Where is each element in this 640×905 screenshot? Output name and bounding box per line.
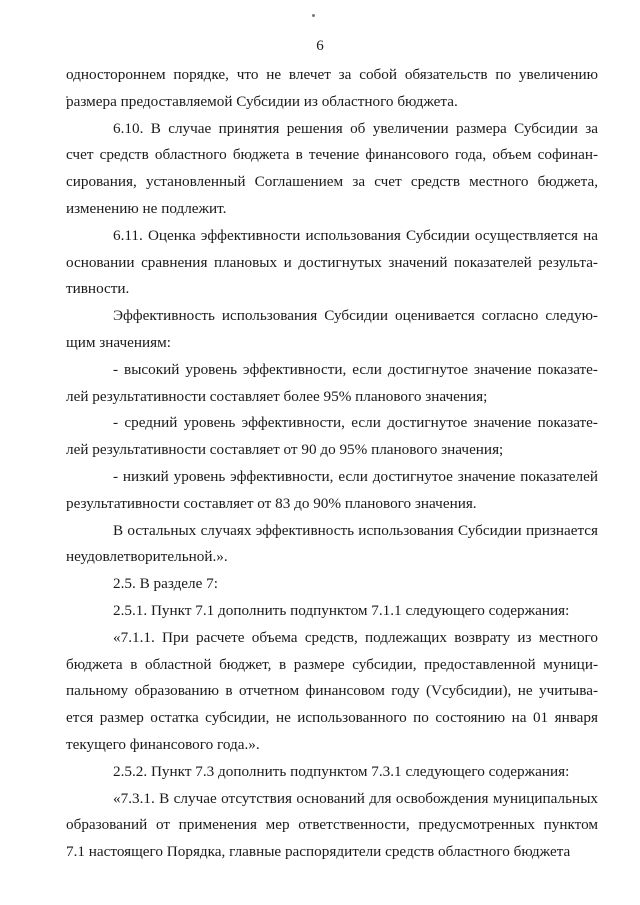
text-line: одностороннем порядке, что не влечет за собой обязательств по увеличению bbox=[66, 66, 598, 83]
text-line: 6.10. В случае принятия решения об увеличении размера Субсидии за bbox=[113, 119, 598, 137]
paragraph bbox=[66, 223, 598, 303]
paragraph bbox=[66, 303, 598, 357]
text-line: - высокий уровень эффективности, если достигнутое значение показате- bbox=[113, 360, 598, 378]
text-line: - низкий уровень эффективности, если достигнутое значение показателей bbox=[113, 467, 598, 485]
paragraph bbox=[66, 625, 598, 759]
text-line: основании сравнения плановых и достигнутых значений показателей результа- bbox=[66, 253, 598, 271]
text-line: 2.5. В разделе 7: bbox=[113, 575, 218, 593]
paragraph bbox=[66, 786, 598, 866]
text-line: текущего финансового года.». bbox=[66, 735, 260, 753]
text-line: бюджета в областной бюджет, в размере субсидии, предоставленной муници- bbox=[66, 655, 598, 673]
paragraph bbox=[66, 62, 598, 116]
text-line: изменению не подлежит. bbox=[66, 199, 227, 217]
paragraph bbox=[66, 518, 598, 572]
text-line: 7.1 настоящего Порядка, главные распорядители средств областного бюджета bbox=[66, 843, 571, 861]
paragraph bbox=[66, 410, 598, 464]
text-line: 2.5.2. Пункт 7.3 дополнить подпунктом 7.3.1 следующего содержания: bbox=[113, 762, 570, 780]
text-line: 2.5.1. Пункт 7.1 дополнить подпунктом 7.1.1 следующего содержания: bbox=[113, 601, 570, 619]
text-line: размера предоставляемой Субсидии из областного бюджета. bbox=[66, 92, 458, 110]
text-line: «7.1.1. При расчете объема средств, подлежащих возврату из местного bbox=[113, 628, 598, 646]
text-line: пальному образованию в отчетном финансовом году (Vсубсидии), не учитыва- bbox=[66, 682, 598, 700]
paragraph bbox=[66, 571, 598, 598]
paragraph bbox=[66, 759, 598, 786]
text-line: - средний уровень эффективности, если достигнутое значение показате- bbox=[113, 414, 598, 432]
text-line: тивности. bbox=[66, 280, 130, 298]
page-number: 6 bbox=[316, 38, 324, 54]
text-line: щим значениям: bbox=[66, 333, 171, 351]
paragraph bbox=[66, 357, 598, 411]
text-line: В остальных случаях эффективность использования Субсидии признается bbox=[113, 521, 598, 539]
scan-speck bbox=[312, 14, 315, 17]
paragraph bbox=[66, 464, 598, 518]
paragraph bbox=[66, 598, 598, 625]
text-line: 6.11. Оценка эффективности использования Субсидии осуществляется на bbox=[113, 226, 598, 244]
text-line: «7.3.1. В случае отсутствия оснований для освобождения муниципальных bbox=[113, 789, 598, 807]
text-line: лей результативности составляет от 90 до 95% планового значения; bbox=[66, 441, 504, 459]
text-line: счет средств областного бюджета в течение финансового года, объем софинан- bbox=[66, 146, 598, 164]
text-line: ется размер остатка субсидии, не использованного по состоянию на 01 января bbox=[66, 709, 598, 727]
body-text bbox=[66, 62, 598, 866]
text-line: лей результативности составляет более 95% планового значения; bbox=[66, 387, 488, 405]
text-line: сирования, установленный Соглашением за счет средств местного бюджета, bbox=[66, 173, 598, 191]
paragraph bbox=[66, 116, 598, 223]
text-line: результативности составляет от 83 до 90% планового значения. bbox=[66, 494, 477, 512]
text-line: образований от применения мер ответственности, предусмотренных пунктом bbox=[66, 816, 598, 834]
text-line: неудовлетворительной.». bbox=[66, 548, 228, 566]
text-line: Эффективность использования Субсидии оценивается согласно следую- bbox=[113, 307, 598, 325]
